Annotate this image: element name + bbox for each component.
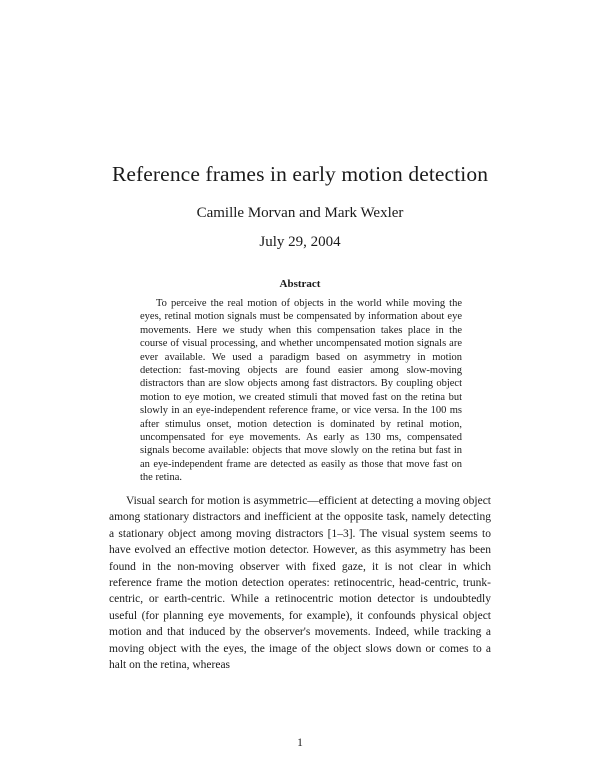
page-number: 1 [297,737,303,749]
abstract-heading: Abstract [279,278,321,290]
abstract-block [140,297,462,485]
paper-date: July 29, 2004 [259,234,341,250]
abstract-paragraph: To perceive the real motion of objects in the world while moving the eyes, retinal motion signals must be compensated by information about eye movements. Here we study when this compensation takes place in the course of visual processing, and whether uncompensated motion signals are ever available. We used a paradigm based on asymmetry in motion detection: fast-moving objects are found easier among slow-moving distractors than are slow objects among fast distractors. By coupling object motion to eye motion, we created stimuli that moved fast on the retina but slowly in an eye-independent reference frame, or vice versa. In the 100 ms after stimulus onset, motion detection is dominated by retinal motion, uncompensated for eye movements. As early as 130 ms, compensated signals become available: objects that move slowly on the retina but fast in an eye-independent frame are detected as easily as those that move fast on the retina. [140,298,462,484]
body-paragraph: Visual search for motion is asymmetric—efficient at detecting a moving object among stationary distractors and inefficient at the opposite task, namely detecting a stationary object among moving distractors [1–3]. The visual system seems to have evolved an effective motion detector. However, as this asymmetry has been found in the non-moving observer with fixed gaze, it is not clear in which reference frame the motion detection operates: retinocentric, head-centric, trunk-centric, or earth-centric. While a retinocentric motion detector is undoubtedly useful (for planning eye movements, for example), it confounds physical object motion and that induced by the observer's movements. Indeed, while tracking a moving object with the eyes, the image of the object slows down or comes to a halt on the retina, whereas [109,495,491,672]
body-text [109,493,491,673]
paper-title: Reference frames in early motion detection [111,162,489,186]
paper-authors: Camille Morvan and Mark Wexler [196,205,404,221]
